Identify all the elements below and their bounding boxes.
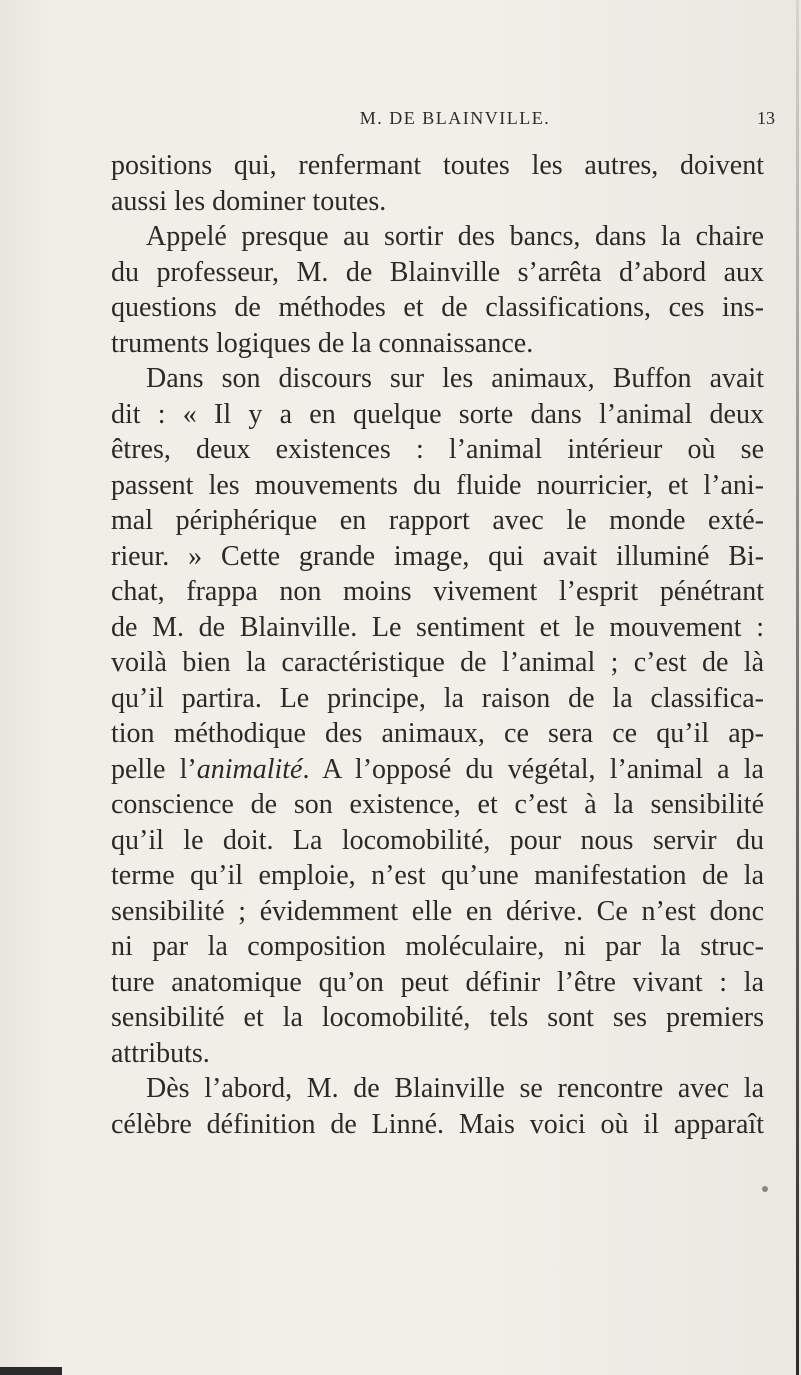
paragraph-line <box>111 539 764 575</box>
text-line: qu’il partira. Le principe, la raison de la classifica- <box>111 682 764 714</box>
text-line: questions de méthodes et de classifications, ces ins- <box>111 292 764 323</box>
paragraph-line <box>111 681 764 717</box>
paragraph-line <box>111 1000 764 1036</box>
paragraph-line <box>111 823 764 859</box>
paragraph-line <box>111 929 764 965</box>
text-line: Appelé presque au sortir des bancs, dans la chaire <box>146 221 764 252</box>
text-line: êtres, deux existences : l’animal intérieur où se <box>111 434 764 465</box>
italic-term: animalité <box>196 753 303 785</box>
text-line: dit : « Il y a en quelque sorte dans l’animal deux <box>111 398 764 430</box>
text-line: voilà bien la caractéristique de l’animal ; c’est de là <box>111 647 764 678</box>
paragraph-line <box>111 752 764 788</box>
text-line: tion méthodique des animaux, ce sera ce qu’il ap- <box>111 718 764 749</box>
text-line: conscience de son existence, et c’est à la sensibilité <box>111 789 764 820</box>
paragraph-line <box>111 965 764 1001</box>
paragraph-line <box>111 574 764 610</box>
paragraph-line <box>111 716 764 752</box>
paper-speck <box>762 1186 768 1192</box>
paragraph <box>111 148 764 184</box>
text-line: terme qu’il emploie, n’est qu’une manifestation de la <box>111 860 764 891</box>
paragraph <box>111 184 764 220</box>
paragraph-line <box>111 1107 764 1143</box>
body-text <box>111 148 764 1142</box>
text-line: passent les mouvements du fluide nourricier, et l’ani- <box>111 469 764 501</box>
text-line: ni par la composition moléculaire, ni par la struc- <box>111 931 764 962</box>
page-edge <box>796 0 799 1375</box>
running-head: M. DE BLAINVILLE. <box>359 108 551 128</box>
page-header <box>135 108 775 138</box>
page-number: 13 <box>757 108 775 128</box>
text-line: truments logiques de la connaissance. <box>111 327 534 359</box>
paragraph-line <box>111 468 764 504</box>
paragraph-line <box>111 255 764 291</box>
text-line: chat, frappa non moins vivement l’esprit pénétrant <box>111 576 764 607</box>
paragraph-line <box>111 290 764 326</box>
text-line: mal périphérique en rapport avec le monde exté- <box>111 505 764 536</box>
text-line: attributs. <box>111 1037 210 1069</box>
paragraph-line <box>111 326 764 362</box>
paragraph-line <box>111 858 764 894</box>
paragraph-line <box>111 894 764 930</box>
scan-edge-bar <box>0 1367 62 1375</box>
paragraph-line <box>111 503 764 539</box>
text-line: pelle l’animalité. A l’opposé du végétal, l’animal a la <box>111 753 764 785</box>
paragraph-line <box>111 432 764 468</box>
paragraph-line <box>111 1036 764 1072</box>
text-line: positions qui, renfermant toutes les autres, doivent <box>111 150 764 181</box>
text-line: Dans son discours sur les animaux, Buffon avait <box>146 363 764 394</box>
text-line: du professeur, M. de Blainville s’arrêta d’abord aux <box>111 256 764 288</box>
text-line: célèbre définition de Linné. Mais voici où il apparaît <box>111 1108 764 1140</box>
text-line: aussi les dominer toutes. <box>111 185 387 217</box>
text-line: ture anatomique qu’on peut définir l’être vivant : la <box>111 966 764 998</box>
text-line: de M. de Blainville. Le sentiment et le mouvement : <box>111 611 764 643</box>
text-line: Dès l’abord, M. de Blainville se rencontre avec la <box>146 1073 764 1104</box>
paragraph-line <box>111 397 764 433</box>
paragraph <box>111 361 764 397</box>
paragraph-line <box>111 787 764 823</box>
text-line: sensibilité et la locomobilité, tels sont ses premiers <box>111 1002 764 1033</box>
text-line: qu’il le doit. La locomobilité, pour nous servir du <box>111 824 764 856</box>
text-line: rieur. » Cette grande image, qui avait illuminé Bi- <box>111 540 764 572</box>
paragraph <box>111 219 764 255</box>
paragraph-line <box>111 610 764 646</box>
text-line: sensibilité ; évidemment elle en dérive. Ce n’est donc <box>111 895 764 927</box>
paragraph-line <box>111 645 764 681</box>
paragraph <box>111 1071 764 1107</box>
